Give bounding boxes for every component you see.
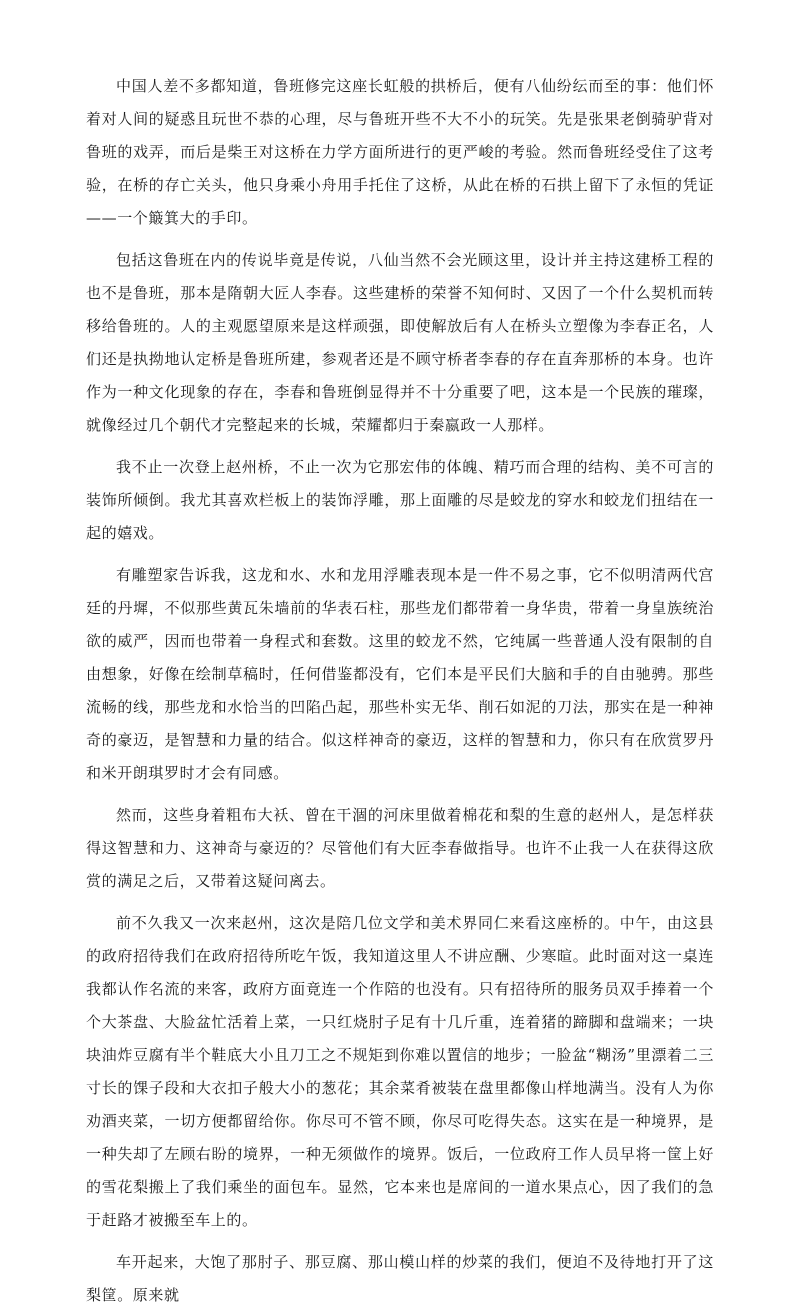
paragraph: 然而，这些身着粗布大袄、曾在干涸的河床里做着棉花和梨的生意的赵州人，是怎样获得这智慧和力、这神奇与豪迈的？尽管他们有大匠李春做指导。也许不止我一人在获得这欣赏的满足之后，又带着这疑问离去。 [86,806,714,890]
paragraph: 我不止一次登上赵州桥，不止一次为它那宏伟的体魄、精巧而合理的结构、美不可言的装饰所倾倒。我尤其喜欢栏板上的装饰浮雕，那上面雕的尽是蛟龙的穿水和蛟龙们扭结在一起的嬉戏。 [86,458,714,542]
paragraph: 包括这鲁班在内的传说毕竟是传说，八仙当然不会光顾这里，设计并主持这建桥工程的也不是鲁班，那本是隋朝大匠人李春。这些建桥的荣誉不知何时、又因了一个什么契机而转移给鲁班的。人的主观愿望原来是这样顽强，即使解放后有人在桥头立塑像为李春正名，人们还是执拗地认定桥是鲁班所建，参观者还是不顾守桥者李春的存在直奔那桥的本身。也许作为一种文化现象的存在，李春和鲁班倒显得并不十分重要了吧，这本是一个民族的璀璨，就像经过几个朝代才完整起来的长城，荣耀都归于秦嬴政一人那样。 [86,251,714,434]
paragraph: 车开起来，大饱了那肘子、那豆腐、那山模山样的炒菜的我们，便迫不及待地打开了这梨筐。原来就 [86,1253,714,1304]
paragraph: 前不久我又一次来赵州，这次是陪几位文学和美术界同仁来看这座桥的。中午，由这县的政府招待我们在政府招待所吃午饭，我知道这里人不讲应酬、少寒暄。此时面对这一桌连我都认作名流的来客，政府方面竟连一个作陪的也没有。只有招待所的服务员双手捧着一个个大茶盘、大脸盆忙活着上菜，一只红烧肘子足有十几斤重，连着猪的蹄脚和盘端来；一块块油炸豆腐有半个鞋底大小且刀工之不规矩到你难以置信的地步；一脸盆“糊汤”里漂着二三寸长的馃子段和大衣扣子般大小的葱花；其余菜肴被装在盘里都像山样地满当。没有人为你劝酒夹菜，一切方便都留给你。你尽可不管不顾，你尽可吃得失态。这实在是一种境界，是一种失却了左顾右盼的境界，一种无须做作的境界。饭后，一位政府工作人员早将一筐上好的雪花梨搬上了我们乘坐的面包车。显然，它本来也是席间的一道水果点心，因了我们的急于赶路才被搬至车上的。 [86,914,714,1229]
paragraph: 中国人差不多都知道，鲁班修完这座长虹般的拱桥后，便有八仙纷纭而至的事：他们怀着对人间的疑惑且玩世不恭的心理，尽与鲁班开些不大不小的玩笑。先是张果老倒骑驴背对鲁班的戏弄，而后是柴王对这桥在力学方面所进行的更严峻的考验。然而鲁班经受住了这考验，在桥的存亡关头，他只身乘小舟用手托住了这桥，从此在桥的石拱上留下了永恒的凭证——一个簸箕大的手印。 [86,77,714,227]
paragraph: 有雕塑家告诉我，这龙和水、水和龙用浮雕表现本是一件不易之事，它不似明清两代宫廷的丹墀，不似那些黄瓦朱墙前的华表石柱，那些龙们都带着一身华贵，带着一身皇族统治欲的威严，因而也带着一身程式和套数。这里的蛟龙不然，它纯属一些普通人没有限制的自由想象，好像在绘制草稿时，任何借鉴都没有，它们本是平民们大脑和手的自由驰骋。那些流畅的线，那些龙和水恰当的凹陷凸起，那些朴实无华、削石如泥的刀法，那实在是一种神奇的豪迈，是智慧和力量的结合。似这样神奇的豪迈，这样的智慧和力，你只有在欣赏罗丹和米开朗琪罗时才会有同感。 [86,566,714,782]
